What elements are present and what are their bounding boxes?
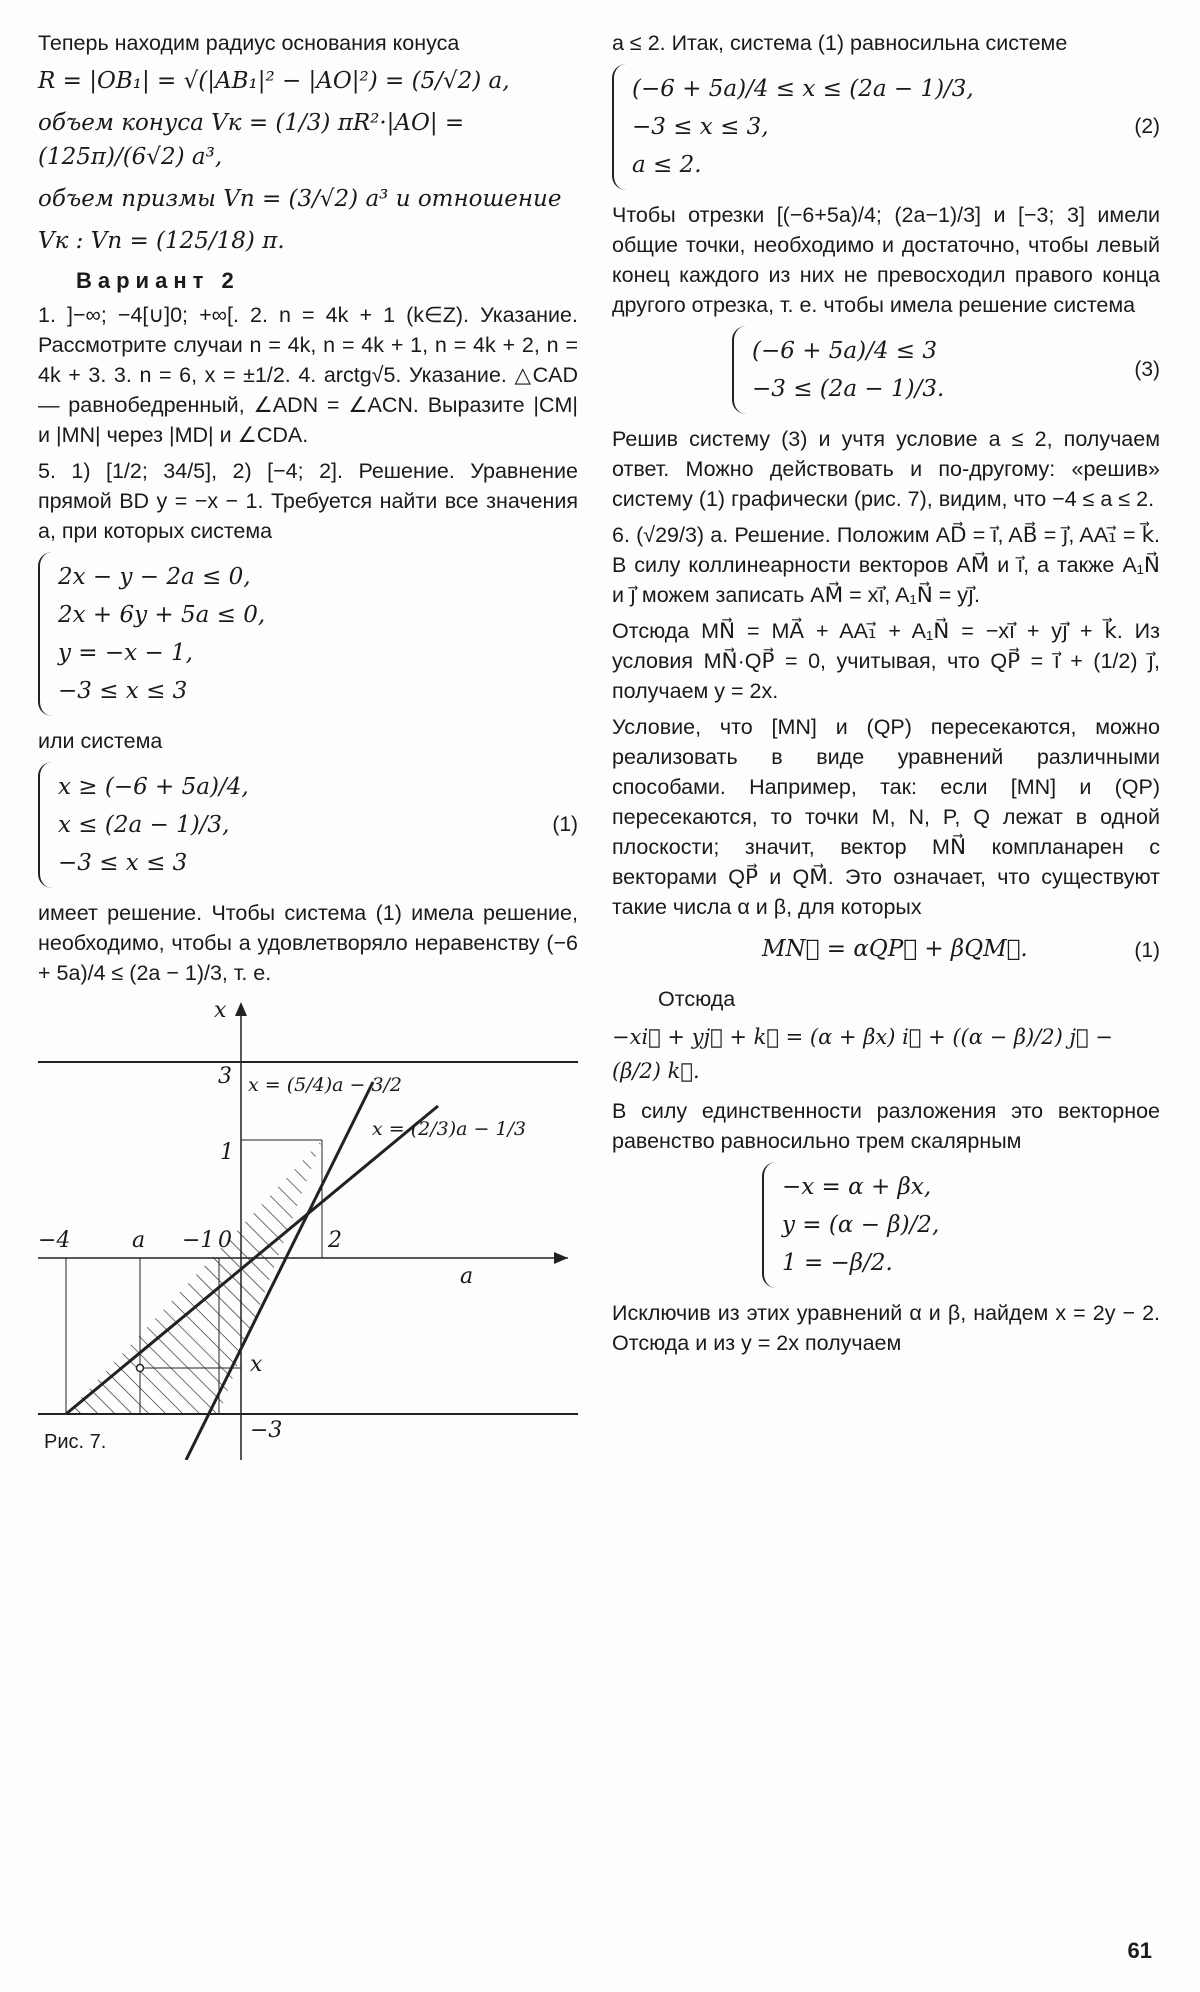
tick-label-1: 1 bbox=[220, 1140, 234, 1165]
system-line: 2x − y − 2a ≤ 0, bbox=[58, 564, 251, 590]
formula-mn-decomposition: MN⃗ = αQP⃗ + βQM⃗. bbox=[762, 936, 1028, 962]
system-line: −x = α + βx, bbox=[782, 1174, 932, 1200]
paragraph-answers-1-4: 1. ]−∞; −4[∪]0; +∞[. 2. n = 4k + 1 (k∈Z). Указание. Рассмотрите случаи n = 4k, n = 4k + 1, n = 4k + 2, n = 4k + 3. 3. n = 6, x = ±1/2. 4. arctg√5. Указание. △CAD — равнобедренный, ∠ADN = ∠ACN. Выразите |CM| и |MN| через |MD| и ∠CDA. bbox=[38, 303, 578, 447]
line-2-label: x = (2/3)a − 1/3 bbox=[372, 1118, 527, 1140]
line-1-label: x = (5/4)a − 3/2 bbox=[248, 1074, 403, 1096]
formula-radius: R = |OB₁| = √(|AB₁|² − |AO|²) = (5/√2) a, bbox=[38, 68, 510, 94]
system-line: −3 ≤ x ≤ 3 bbox=[58, 850, 188, 876]
paragraph-has-solution: имеет решение. Чтобы система (1) имела решение, необходимо, чтобы a удовлетворяло неравенству (−6 + 5a)/4 ≤ (2a − 1)/3, т. е. bbox=[38, 901, 578, 985]
system-line: 1 = −β/2. bbox=[782, 1250, 893, 1276]
system-line: (−6 + 5a)/4 ≤ 3 bbox=[752, 338, 937, 364]
system-3 bbox=[612, 326, 1160, 414]
system-line: a ≤ 2. bbox=[632, 152, 702, 178]
paragraph-intersection-condition: Условие, что [MN] и (QP) пересекаются, можно реализовать в виде уравнений различными способами. Например, так: если [MN] и (QP) пересекаются, то точки M, N, P, Q лежат в одной плоскости; значит, вектор MN⃗ компланарен с векторами QP⃗ и QM⃗. Это означает, что существуют такие числа α и β, для которых bbox=[612, 715, 1160, 919]
solution-region bbox=[66, 1140, 322, 1414]
tick-label-0: 0 bbox=[218, 1228, 232, 1253]
word-otsyuda: Отсюда bbox=[658, 987, 736, 1011]
tick-label-minus-4: −4 bbox=[38, 1228, 71, 1253]
system-1 bbox=[38, 762, 578, 888]
tick-label-2: 2 bbox=[328, 1228, 342, 1253]
system-scalar bbox=[612, 1162, 1160, 1288]
formula-volume-ratio: Vк : Vп = (125/18) π. bbox=[38, 228, 285, 254]
system-brace bbox=[612, 64, 974, 190]
system-inequalities-initial bbox=[38, 552, 578, 716]
system-brace bbox=[38, 762, 249, 888]
system-line: y = (α − β)/2, bbox=[782, 1212, 940, 1238]
variant-heading: Вариант 2 bbox=[76, 268, 240, 293]
axis-label-x: x bbox=[214, 998, 227, 1023]
paragraph-or-system: или система bbox=[38, 729, 163, 753]
a-axis-arrow bbox=[554, 1252, 568, 1264]
paragraph-equivalent-system: a ≤ 2. Итак, система (1) равносильна системе bbox=[612, 31, 1068, 55]
system-line: −3 ≤ x ≤ 3 bbox=[58, 678, 188, 704]
paragraph-problem-6: 6. (√29/3) a. Решение. Положим AD⃗ = i⃗, AB⃗ = j⃗, AA₁⃗ = k⃗. В силу коллинеарности векторов AM⃗ и i⃗, а также A₁N⃗ и j⃗ можем записать AM⃗ = xi⃗, A₁N⃗ = yj⃗. bbox=[612, 523, 1160, 607]
paragraph-problem-5: 5. 1) [1/2; 34/5], 2) [−4; 2]. Решение. Уравнение прямой BD y = −x − 1. Требуется найти все значения a, при которых система bbox=[38, 459, 578, 543]
axis-label-a: a bbox=[460, 1264, 474, 1289]
formula-vector-equality: −xi⃗ + yj⃗ + k⃗ = (α + βx) i⃗ + ((α − β)/2) j⃗ − (β/2) k⃗. bbox=[612, 1025, 1113, 1083]
equation-mn-row bbox=[612, 928, 1160, 974]
paragraph-uniqueness: В силу единственности разложения это векторное равенство равносильно трем скалярным bbox=[612, 1099, 1160, 1153]
paragraph-radius-intro: Теперь находим радиус основания конуса bbox=[38, 31, 460, 55]
paragraph-mn-vector: Отсюда MN⃗ = MA⃗ + AA₁⃗ + A₁N⃗ = −xi⃗ + yj⃗ + k⃗. Из условия MN⃗·QP⃗ = 0, учитывая, что QP⃗ = i⃗ + (1/2) j⃗, получаем y = 2x. bbox=[612, 619, 1160, 703]
tick-label-minus-1: −1 bbox=[182, 1228, 215, 1253]
equation-number: (1) bbox=[1134, 939, 1160, 962]
system-brace bbox=[38, 552, 265, 716]
figure-caption: Рис. 7. bbox=[44, 1431, 107, 1453]
equation-number: (3) bbox=[1134, 358, 1160, 381]
paragraph-solve-system-3: Решив систему (3) и учтя условие a ≤ 2, получаем ответ. Можно действовать и по-другому: «решив» систему (1) графически (рис. 7), видим, что −4 ≤ a ≤ 2. bbox=[612, 427, 1160, 511]
figure-7 bbox=[38, 998, 578, 1460]
system-line: 2x + 6y + 5a ≤ 0, bbox=[58, 602, 266, 628]
tick-label-x-value: x bbox=[250, 1352, 263, 1377]
right-column bbox=[612, 28, 1160, 1364]
point-marker bbox=[137, 1365, 144, 1372]
equation-number: (2) bbox=[1134, 115, 1160, 138]
system-2 bbox=[612, 64, 1160, 190]
tick-label-minus-3: −3 bbox=[250, 1418, 283, 1443]
formula-cone-volume: объем конуса Vк = (1/3) πR²·|AO| = (125π)/(6√2) a³, bbox=[38, 110, 465, 170]
system-line: −3 ≤ (2a − 1)/3. bbox=[752, 376, 945, 402]
tick-label-3: 3 bbox=[218, 1064, 232, 1089]
tick-label-a: a bbox=[132, 1228, 146, 1253]
page-number: 61 bbox=[1127, 1938, 1152, 1963]
paragraph-segments: Чтобы отрезки [(−6+5a)/4; (2a−1)/3] и [−3; 3] имели общие точки, необходимо и достаточно, чтобы левый конец каждого из них не превосходил правого конца другого отрезка, т. е. чтобы имела решение система bbox=[612, 203, 1160, 317]
formula-prism-volume: объем призмы Vп = (3/√2) a³ и отношение bbox=[38, 186, 562, 212]
system-line: x ≤ (2a − 1)/3, bbox=[58, 812, 230, 838]
system-brace bbox=[762, 1162, 939, 1288]
system-brace bbox=[732, 326, 944, 414]
figure-7-graph bbox=[38, 998, 578, 1460]
left-column bbox=[38, 28, 578, 1460]
system-line: x ≥ (−6 + 5a)/4, bbox=[58, 774, 249, 800]
x-axis-arrow bbox=[235, 1002, 247, 1016]
system-line: y = −x − 1, bbox=[58, 640, 193, 666]
system-line: −3 ≤ x ≤ 3, bbox=[632, 114, 769, 140]
equation-number: (1) bbox=[552, 813, 578, 836]
paragraph-eliminate: Исключив из этих уравнений α и β, найдем x = 2y − 2. Отсюда и из y = 2x получаем bbox=[612, 1301, 1160, 1355]
system-line: (−6 + 5a)/4 ≤ x ≤ (2a − 1)/3, bbox=[632, 76, 974, 102]
